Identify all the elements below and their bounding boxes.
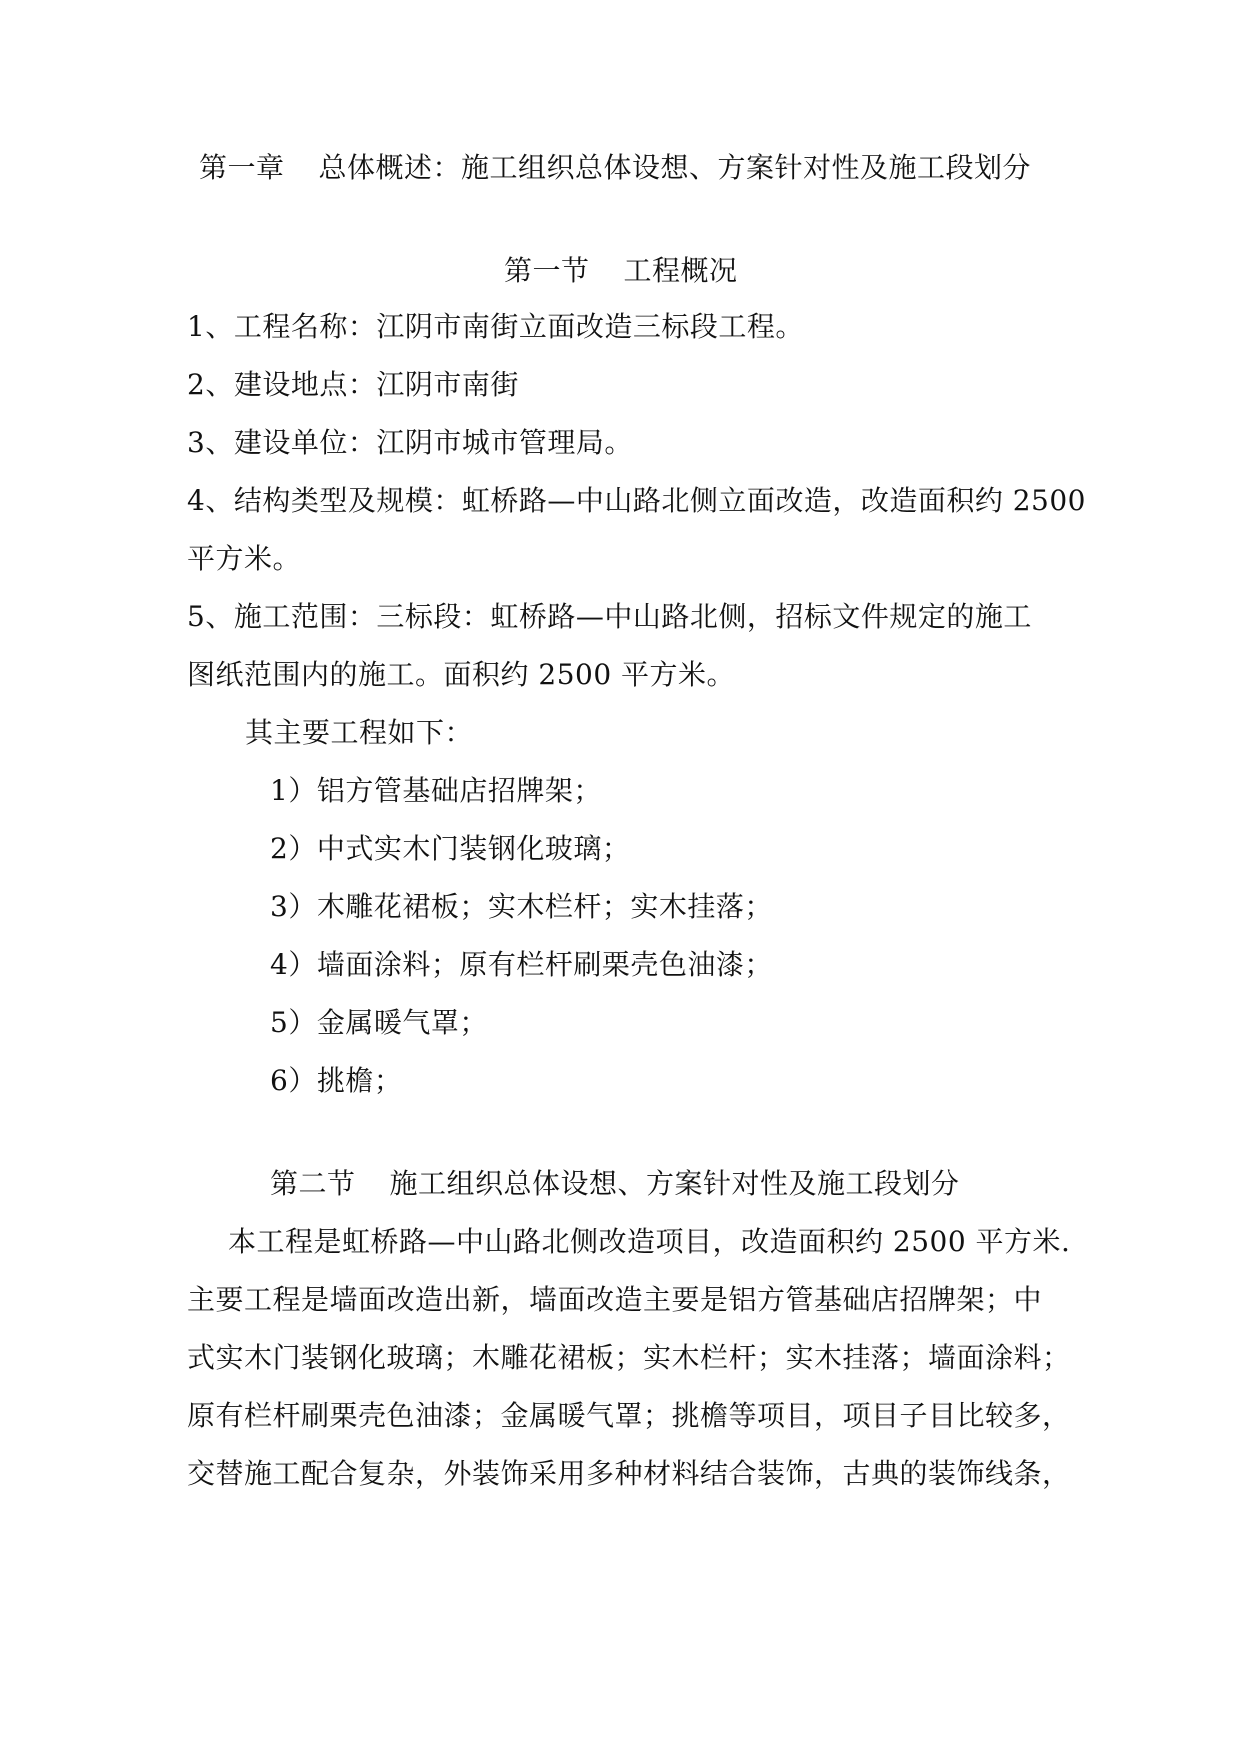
chapter-title: 总体概述：施工组织总体设想、方案针对性及施工段划分 xyxy=(318,151,1032,184)
section-1-number: 第一节 xyxy=(504,254,590,287)
overview-item: 3、建设单位：江阴市城市管理局。 xyxy=(187,426,633,459)
chapter-number: 第一章 xyxy=(199,151,285,184)
section-2-number: 第二节 xyxy=(270,1167,356,1200)
section-2-heading xyxy=(270,1164,960,1204)
overview-item: 1、工程名称：江阴市南街立面改造三标段工程。 xyxy=(187,310,804,343)
overview-item: 4、结构类型及规模：虹桥路—中山路北侧立面改造，改造面积约 2500 xyxy=(187,484,1086,517)
overview-item: 图纸范围内的施工。面积约 2500 平方米。 xyxy=(187,658,736,691)
section-1-heading xyxy=(504,251,738,291)
paragraph-line: 原有栏杆刷栗壳色油漆；金属暖气罩；挑檐等项目，项目子目比较多， xyxy=(187,1399,1071,1432)
paragraph-line: 交替施工配合复杂，外装饰采用多种材料结合装饰，古典的装饰线条， xyxy=(187,1457,1071,1490)
chapter-heading xyxy=(199,148,1031,188)
overview-item: 2、建设地点：江阴市南街 xyxy=(187,368,519,401)
section-2-title: 施工组织总体设想、方案针对性及施工段划分 xyxy=(389,1167,960,1200)
main-work-item: 5）金属暖气罩； xyxy=(270,1006,488,1039)
paragraph-line: 式实木门装钢化玻璃；木雕花裙板；实木栏杆；实木挂落；墙面涂料； xyxy=(187,1341,1071,1374)
main-work-item: 6）挑檐； xyxy=(270,1064,403,1097)
main-work-item: 2）中式实木门装钢化玻璃； xyxy=(270,832,631,865)
overview-item: 5、施工范围：三标段：虹桥路—中山路北侧，招标文件规定的施工 xyxy=(187,600,1032,633)
main-work-item: 1）铝方管基础店招牌架； xyxy=(270,774,602,807)
overview-item: 平方米。 xyxy=(187,542,302,575)
main-work-item: 3）木雕花裙板；实木栏杆；实木挂落； xyxy=(270,890,773,923)
main-work-item: 4）墙面涂料；原有栏杆刷栗壳色油漆； xyxy=(270,948,773,981)
main-works-intro: 其主要工程如下： xyxy=(245,716,474,749)
section-1-title: 工程概况 xyxy=(623,254,738,287)
paragraph-line: 本工程是虹桥路—中山路北侧改造项目，改造面积约 2500 平方米. xyxy=(228,1225,1071,1258)
paragraph-line: 主要工程是墙面改造出新，墙面改造主要是铝方管基础店招牌架；中 xyxy=(187,1283,1043,1316)
